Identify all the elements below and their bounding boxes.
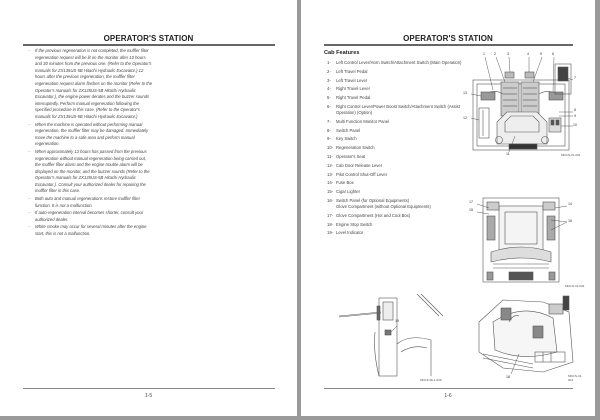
- cab-features-list: [327, 60, 462, 239]
- note-item: – If auto-regeneration interval becomes shorter, consult your authorized dealer.: [27, 210, 153, 223]
- level-indicator-diagram: [339, 292, 445, 384]
- right-page: [301, 0, 595, 416]
- callout-11: 11: [506, 152, 510, 156]
- left-page: [0, 0, 297, 416]
- feature-item: 2- Left Travel Pedal: [327, 68, 368, 74]
- callout-15: 15: [469, 208, 473, 212]
- notes-list: [27, 48, 153, 239]
- callout-17: 17: [469, 200, 473, 204]
- feature-item: 17- Glove Compartment (Hot and Cool Box): [327, 212, 411, 218]
- console-diagram: [469, 192, 589, 288]
- feature-item: 9- Key Switch: [327, 136, 357, 142]
- feature-item: 7- Multi Function Monitor Panel: [327, 118, 390, 124]
- figure-caption: MDCN-01-002: [561, 153, 581, 157]
- footer-rule: [23, 388, 275, 389]
- callout-10: 10: [573, 123, 577, 127]
- callout-4: 4: [527, 52, 529, 56]
- feature-item: 6- Right Control Lever/Power Boost Switch/Attachment Switch (Assist Operation) (Option): [327, 103, 461, 115]
- note-item: – When approximately 13 hours has passed from the previous regeneration without manual regeneration being carried out, the muffler filter alarm and the engine trouble alarm will be displayed on the monitor, and the buzzer sounds (Refer to the Operator's manuals for ZX135US-5B Hitachi Hydraulic Excavator.). Consult your authorized dealer for repairing the muffler filter in this case.: [27, 149, 153, 195]
- callout-3: 3: [507, 52, 509, 56]
- note-item: – White smoke may occur for several minutes after the engine start, this is not a malfunction.: [27, 224, 153, 237]
- page-number: 1-6: [444, 393, 452, 399]
- header-rule: [23, 44, 275, 46]
- callout-12: 12: [463, 116, 467, 120]
- feature-item: 14- Fuse Box: [327, 180, 354, 186]
- section-title: Cab Features: [324, 50, 360, 56]
- figure-caption: MDCN-01-003: [565, 284, 585, 288]
- note-item: – Both auto and manual regenerations restore muffler filter function. It is not a malfunction.: [27, 196, 153, 209]
- page-header-title: OPERATOR'S STATION: [403, 34, 493, 43]
- feature-item: 19- Level Indicator: [327, 230, 364, 236]
- callout-2: 2: [494, 52, 496, 56]
- feature-item: 11- Operator's Seat: [327, 153, 366, 159]
- page-number: 1-5: [144, 393, 153, 399]
- feature-item: 8- Switch Panel: [327, 127, 361, 133]
- figure-caption: MDCF-ML1-009: [420, 378, 442, 382]
- callout-16: 16: [568, 219, 572, 223]
- page-header-title: OPERATOR'S STATION: [103, 34, 194, 43]
- feature-item: 4- Right Travel Lever: [327, 86, 370, 92]
- feature-item: 13- Pilot Control Shut-Off Lever: [327, 171, 388, 177]
- note-item: – When the machine is operated without performing manual regeneration, the muffler filter may be damaged. Immediately move the machine to a safe area and perform manual regeneration.: [27, 122, 153, 148]
- callout-8: 8: [574, 108, 576, 112]
- feature-item: 15- Cigar Lighter: [327, 189, 360, 195]
- callout-18: 18: [506, 375, 510, 379]
- feature-item: 12- Cab Door Release Lever: [327, 162, 383, 168]
- feature-item: 3- Left Travel Lever: [327, 77, 368, 83]
- header-rule: [324, 44, 573, 46]
- feature-item: 16- Switch Panel (for Optional Equipments) Glove Compartment (without Optional Equipments): [327, 197, 431, 209]
- viewer-bottom-edge: [0, 416, 600, 420]
- callout-6: 6: [552, 52, 554, 56]
- feature-item: 5- Right Travel Pedal: [327, 95, 371, 101]
- callout-1: 1: [483, 52, 485, 56]
- callout-19: 19: [395, 319, 399, 323]
- note-item: – If the previous regeneration is not completed, the muffler filter regeneration request will be lit on the monitor after 10 hours and 30 minutes from the previous one. (Refer to the Operator's manuals for ZX135US-5B Hitachi Hydraulic Excavator.) 12 hours after the previous regeneration, the muffler filter regeneration request alarm flashes on the monitor (Refer to the Operator's manuals for ZX135US-5B Hitachi Hydraulic Excavator.), the engine power derates and the buzzer sounds interruptedly. Perform manual regeneration following the specified procedure in this case. (Refer to the Operator's manuals for ZX135US-5B Hitachi Hydraulic Excavator.): [27, 48, 153, 121]
- callout-5: 5: [540, 52, 542, 56]
- cab-overview-diagram: [463, 52, 585, 160]
- callout-14: 14: [568, 202, 572, 206]
- callout-13: 13: [463, 91, 467, 95]
- callout-9: 9: [574, 114, 576, 118]
- callout-7: 7: [574, 76, 576, 80]
- feature-item: 18- Engine Stop Switch: [327, 221, 373, 227]
- feature-item: 10- Regeneration Switch: [327, 145, 375, 151]
- feature-item: 1- Left Control Lever/Horn Switch/Attachment Switch (Main Operation): [327, 60, 462, 65]
- footer-rule: [324, 388, 573, 389]
- viewer-right-edge: [595, 0, 600, 420]
- engine-stop-switch-diagram: [473, 292, 587, 384]
- figure-caption: MDCN-01-004: [568, 374, 583, 382]
